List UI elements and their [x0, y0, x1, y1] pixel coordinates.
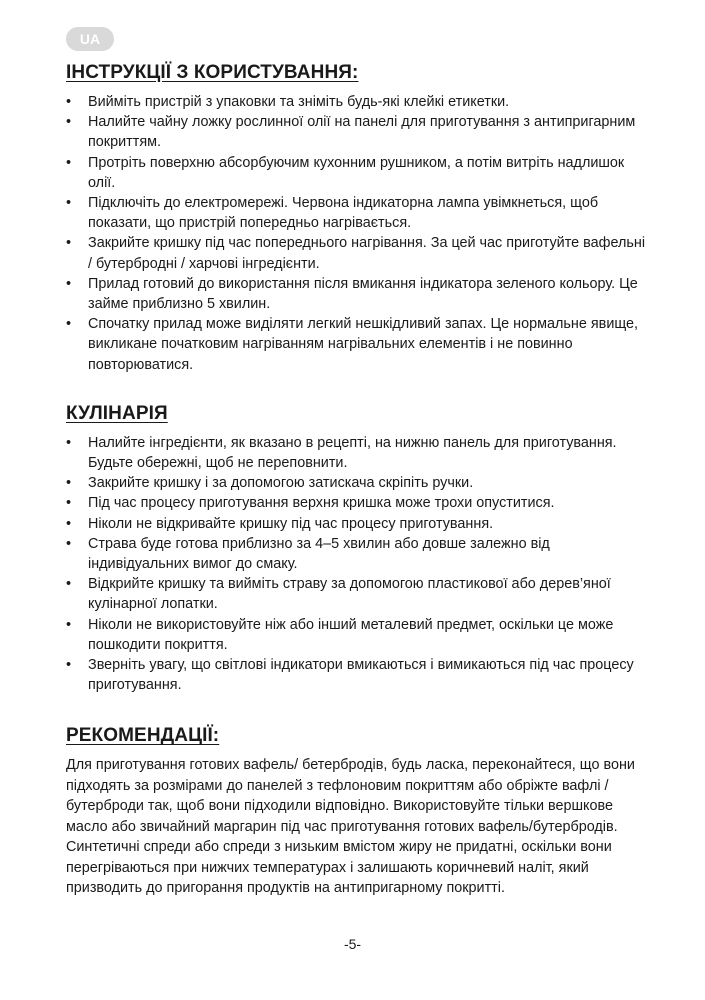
usage-item: • Прилад готовий до використання після вмикання індикатора зеленого кольору. Це займе приблизно 5 хвилин. — [66, 274, 646, 314]
language-badge: UA — [66, 27, 114, 51]
recommendations-paragraph: Для приготування готових вафель/ бетербродів, будь ласка, переконайтеся, що вони підходять за розмірами до панелей з тефлоновим покриттям або обріжте вафлі / бутерброди так, щоб вони підходили відповідно. Використовуйте тільки вершкове масло або звичайний маргарин під час приготування готових вафель/бутербродів. Синтетичні спреди або спреди з низьким вмістом жиру не придатні, оскільки вони перегріваються при нижчих температурах і залишають коричневий наліт, який призводить до пригорання продуктів на антипригарному покритті. — [66, 757, 635, 896]
usage-item: • Протріть поверхню абсорбуючим кухонним рушником, а потім витріть надлишок олії. — [66, 153, 646, 193]
usage-item: • Підключіть до електромережі. Червона індикаторна лампа увімкнеться, щоб показати, що пристрій попередньо нагрівається. — [66, 193, 646, 233]
page-number: -5- — [343, 936, 362, 952]
page-content — [66, 62, 646, 898]
cooking-item: • Під час процесу приготування верхня кришка може трохи опуститися. — [66, 493, 646, 513]
cooking-list — [66, 433, 646, 696]
cooking-item: • Ніколи не відкривайте кришку під час процесу приготування. — [66, 514, 646, 534]
cooking-item: • Відкрийте кришку та вийміть страву за допомогою пластикової або дерев’яної кулінарної лопатки. — [66, 574, 646, 614]
usage-item: • Вийміть пристрій з упаковки та зніміть будь-які клейкі етикетки. — [66, 92, 646, 112]
cooking-item: • Налийте інгредієнти, як вказано в рецепті, на нижню панель для приготування. Будьте обережні, щоб не переповнити. — [66, 433, 646, 473]
section-title-recommendations: РЕКОМЕНДАЦІЇ: — [66, 725, 220, 747]
cooking-item: • Страва буде готова приблизно за 4–5 хвилин або довше залежно від індивідуальних вимог до смаку. — [66, 534, 646, 574]
usage-item: • Закрийте кришку під час попереднього нагрівання. За цей час приготуйте вафельні / бутербродні / харчові інгредієнти. — [66, 233, 646, 273]
cooking-item: • Зверніть увагу, що світлові індикатори вмикаються і вимикаються під час процесу приготування. — [66, 655, 646, 695]
cooking-item: • Закрийте кришку і за допомогою затискача скріпіть ручки. — [66, 473, 646, 493]
usage-item: • Спочатку прилад може виділяти легкий нешкідливий запах. Це нормальне явище, викликане початковим нагріванням нагрівальних елементів і не повинно повторюватися. — [66, 314, 646, 375]
usage-item: • Налийте чайну ложку рослинної олії на панелі для приготування з антипригарним покриттям. — [66, 112, 646, 152]
section-title-usage: ІНСТРУКЦІЇ З КОРИСТУВАННЯ: — [66, 62, 359, 83]
cooking-item: • Ніколи не використовуйте ніж або інший металевий предмет, оскільки це може пошкодити покриття. — [66, 615, 646, 655]
section-title-cooking: КУЛІНАРІЯ — [66, 402, 168, 424]
usage-list — [66, 92, 646, 375]
